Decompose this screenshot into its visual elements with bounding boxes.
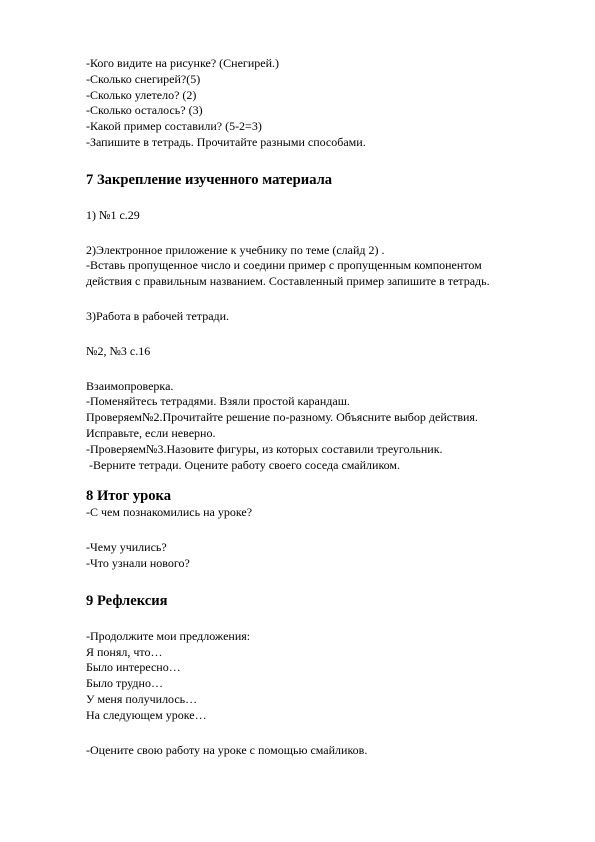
task-3-reference: №2, №3 с.16 [86,343,151,358]
reflection-final: -Оцените свою работу на уроке с помощью смайликов. [86,742,368,757]
intro-line-4: -Сколько осталось? (3) [86,103,203,118]
intro-line-2: -Сколько снегирей?(5) [86,71,201,86]
summary-question-2: -Чему учились? [86,540,167,555]
check-line-5: -Проверяем№3.Назовите фигуры, из которых составили треугольник. [86,441,443,456]
task-2-block [86,243,566,290]
check-line-3: Проверяем№2.Прочитайте решение по-разному. Объясните выбор действия. [86,410,478,425]
section-9-heading: 9 Рефлексия [86,592,168,609]
check-line-6: -Верните тетради. Оцените работу своего соседа смайликом. [86,457,401,472]
intro-line-6: -Запишите в тетрадь. Прочитайте разными способами. [86,134,366,149]
reflection-list [86,645,566,724]
reflection-item-1: Я понял, что… [86,644,163,659]
summary-question-3: -Что узнали нового? [86,555,190,570]
summary-question-1: -С чем познакомились на уроке? [86,505,253,520]
task-1: 1) №1 с.29 [86,207,140,222]
reflection-item-3: Было трудно… [86,676,163,691]
check-line-4: Исправьте, если неверно. [86,425,216,440]
peer-check-block [86,379,566,474]
check-line-1: Взаимопроверка. [86,378,174,393]
task-2-line-1: 2)Электронное приложение к учебнику по теме (слайд 2) . [86,242,385,257]
reflection-item-4: У меня получилось… [86,691,198,706]
task-2-line-2: -Вставь пропущенное число и соедини пример с пропущенным компонентом [86,258,482,273]
document-page [86,56,566,758]
check-line-2: -Поменяйтесь тетрадями. Взяли простой карандаш. [86,394,350,409]
intro-block [86,56,566,151]
intro-line-3: -Сколько улетело? (2) [86,87,197,102]
intro-line-1: -Кого видите на рисунке? (Снегирей.) [86,56,279,70]
task-2-line-3: действия с правильным названием. Составленный пример запишите в тетрадь. [86,274,490,289]
section-7-heading: 7 Закрепление изученного материала [86,171,333,188]
section-8-heading: 8 Итог урока [86,488,172,505]
intro-line-5: -Какой пример составили? (5-2=3) [86,119,262,134]
reflection-item-2: Было интересно… [86,660,181,675]
task-3: 3)Работа в рабочей тетради. [86,308,230,323]
reflection-item-5: На следующем уроке… [86,707,207,722]
reflection-prompt: -Продолжите мои предложения: [86,628,251,643]
